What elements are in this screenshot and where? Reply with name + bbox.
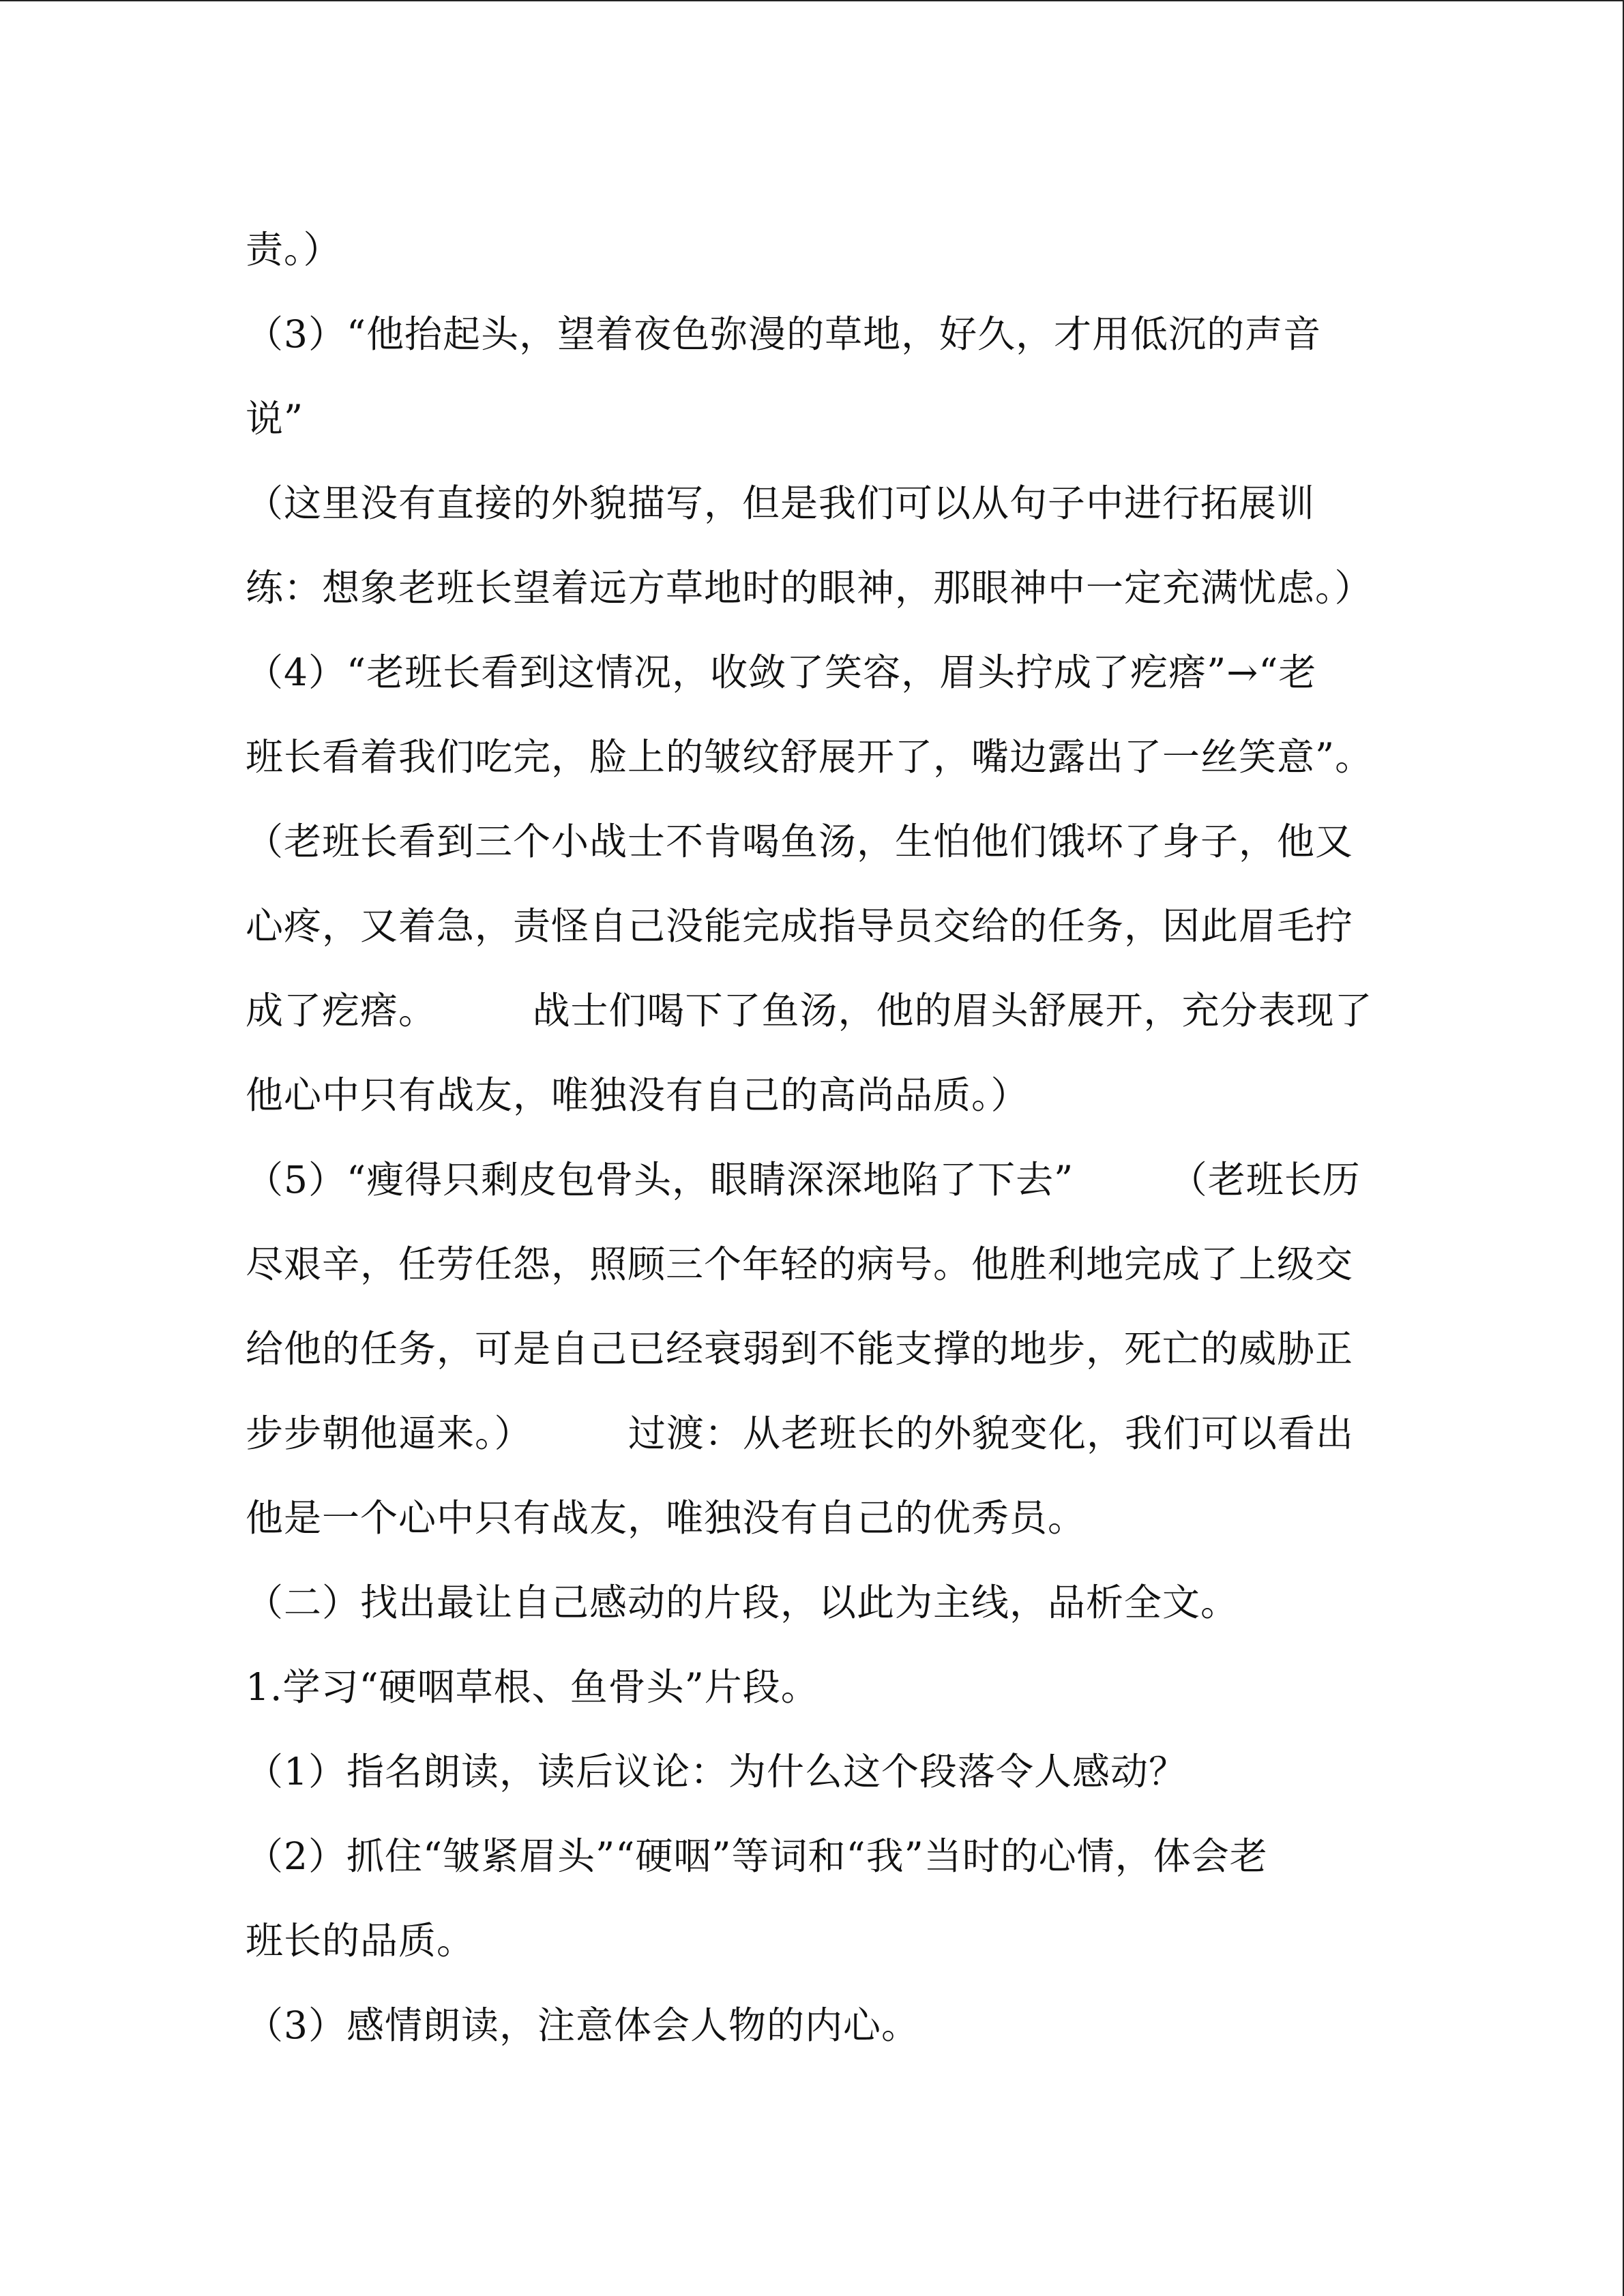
text-line: （3）感情朗读，注意体会人物的内心。	[246, 2003, 919, 2047]
text-line: 责。）	[246, 228, 342, 271]
text-line: 尽艰辛，任劳任怨，照顾三个年轻的病号。他胜利地完成了上级交	[246, 1242, 1354, 1286]
text-line: （3）“他抬起头，望着夜色弥漫的草地，好久，才用低沉的声音	[246, 312, 1322, 356]
text-line: 心疼，又着急，责怪自己没能完成指导员交给的任务，因此眉毛拧	[246, 904, 1354, 948]
text-line: 他是一个心中只有战友，唯独没有自己的优秀员。	[246, 1496, 1087, 1540]
text-line: 成了疙瘩。 战士们喝下了鱼汤，他的眉头舒展开，充分表现了	[246, 989, 1373, 1032]
text-line: 班长看着我们吃完，脸上的皱纹舒展开了，嘴边露出了一丝笑意”。	[246, 735, 1374, 779]
text-line: 步步朝他逼来。） 过渡：从老班长的外貌变化，我们可以看出	[246, 1412, 1355, 1455]
text-line: 班长的品质。	[246, 1919, 475, 1963]
text-line: 1.学习“硬咽草根、鱼骨头”片段。	[246, 1665, 819, 1709]
text-line: （二）找出最让自己感动的片段，以此为主线，品析全文。	[246, 1581, 1239, 1624]
text-line: （老班长看到三个小战士不肯喝鱼汤，生怕他们饿坏了身子，他又	[246, 820, 1354, 863]
text-line: 给他的任务，可是自己已经衰弱到不能支撑的地步，死亡的威胁正	[246, 1327, 1354, 1371]
document-body	[246, 207, 1378, 2068]
text-line: 练：想象老班长望着远方草地时的眼神，那眼神中一定充满忧虑。）	[246, 566, 1373, 610]
text-line: （5）“瘦得只剩皮包骨头，眼睛深深地陷了下去” （老班长历	[246, 1158, 1361, 1202]
text-line: （4）“老班长看到这情况，收敛了笑容，眉头拧成了疙瘩”→“老	[246, 651, 1317, 694]
text-line: 他心中只有战友，唯独没有自己的高尚品质。）	[246, 1073, 1029, 1117]
text-line: 说”	[246, 397, 304, 441]
text-line: （2）抓住“皱紧眉头”“硬咽”等词和“我”当时的心情，体会老	[246, 1834, 1268, 1878]
text-line: （这里没有直接的外貌描写，但是我们可以从句子中进行拓展训	[246, 481, 1316, 525]
text-line: （1）指名朗读，读后议论：为什么这个段落令人感动？	[246, 1750, 1187, 1793]
